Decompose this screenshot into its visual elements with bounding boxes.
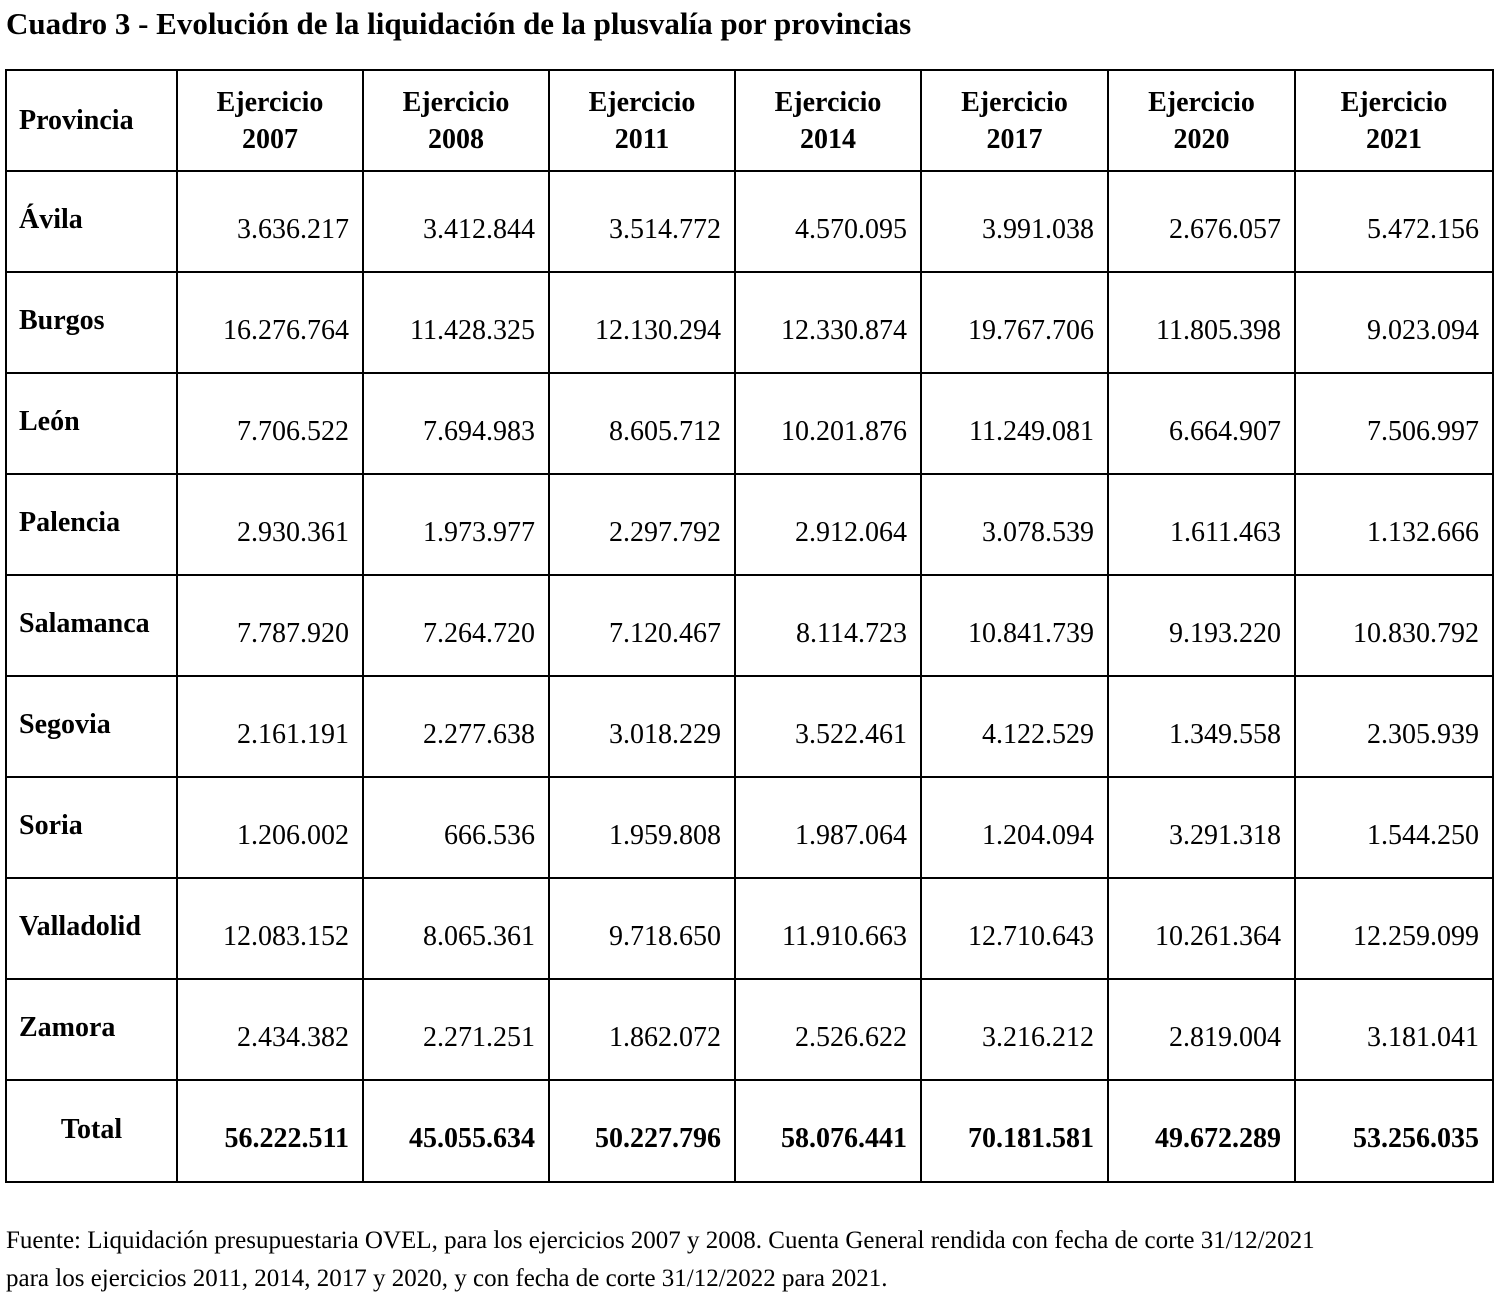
value-cell: 2.161.191 bbox=[177, 676, 363, 777]
header-year: Ejercicio 2007 bbox=[177, 70, 363, 171]
province-cell: Valladolid bbox=[6, 878, 177, 979]
total-value-cell: 50.227.796 bbox=[549, 1080, 735, 1182]
table-row bbox=[6, 979, 1493, 1080]
value-cell: 2.305.939 bbox=[1295, 676, 1493, 777]
total-value-cell: 53.256.035 bbox=[1295, 1080, 1493, 1182]
value-cell: 11.910.663 bbox=[735, 878, 921, 979]
value-cell: 6.664.907 bbox=[1108, 373, 1295, 474]
value-cell: 11.805.398 bbox=[1108, 272, 1295, 373]
value-cell: 11.428.325 bbox=[363, 272, 549, 373]
value-cell: 16.276.764 bbox=[177, 272, 363, 373]
value-cell: 10.261.364 bbox=[1108, 878, 1295, 979]
table-row bbox=[6, 474, 1493, 575]
value-cell: 7.787.920 bbox=[177, 575, 363, 676]
province-cell: Burgos bbox=[6, 272, 177, 373]
value-cell: 2.930.361 bbox=[177, 474, 363, 575]
value-cell: 1.132.666 bbox=[1295, 474, 1493, 575]
value-cell: 3.991.038 bbox=[921, 171, 1108, 272]
value-cell: 1.206.002 bbox=[177, 777, 363, 878]
header-row bbox=[6, 70, 1493, 171]
value-cell: 2.297.792 bbox=[549, 474, 735, 575]
value-cell: 1.959.808 bbox=[549, 777, 735, 878]
source-note bbox=[6, 1222, 1496, 1298]
value-cell: 4.570.095 bbox=[735, 171, 921, 272]
header-year: Ejercicio 2014 bbox=[735, 70, 921, 171]
value-cell: 10.841.739 bbox=[921, 575, 1108, 676]
value-cell: 7.694.983 bbox=[363, 373, 549, 474]
header-year: Ejercicio 2017 bbox=[921, 70, 1108, 171]
value-cell: 1.204.094 bbox=[921, 777, 1108, 878]
value-cell: 3.636.217 bbox=[177, 171, 363, 272]
value-cell: 7.706.522 bbox=[177, 373, 363, 474]
province-cell: Zamora bbox=[6, 979, 177, 1080]
header-provincia: Provincia bbox=[6, 70, 177, 171]
province-cell: Palencia bbox=[6, 474, 177, 575]
value-cell: 12.710.643 bbox=[921, 878, 1108, 979]
total-value-cell: 56.222.511 bbox=[177, 1080, 363, 1182]
value-cell: 2.277.638 bbox=[363, 676, 549, 777]
value-cell: 1.973.977 bbox=[363, 474, 549, 575]
value-cell: 7.506.997 bbox=[1295, 373, 1493, 474]
value-cell: 12.259.099 bbox=[1295, 878, 1493, 979]
source-line: Fuente: Liquidación presupuestaria OVEL, para los ejercicios 2007 y 2008. Cuenta General rendida con fecha de corte 31/12/2021 bbox=[6, 1227, 1315, 1254]
value-cell: 12.130.294 bbox=[549, 272, 735, 373]
plusvalia-table bbox=[5, 69, 1494, 1183]
total-value-cell: 49.672.289 bbox=[1108, 1080, 1295, 1182]
value-cell: 3.412.844 bbox=[363, 171, 549, 272]
province-cell: Salamanca bbox=[6, 575, 177, 676]
province-cell: Segovia bbox=[6, 676, 177, 777]
value-cell: 8.114.723 bbox=[735, 575, 921, 676]
total-value-cell: 70.181.581 bbox=[921, 1080, 1108, 1182]
table-row bbox=[6, 777, 1493, 878]
value-cell: 10.201.876 bbox=[735, 373, 921, 474]
value-cell: 1.987.064 bbox=[735, 777, 921, 878]
value-cell: 2.819.004 bbox=[1108, 979, 1295, 1080]
table-row bbox=[6, 171, 1493, 272]
value-cell: 5.472.156 bbox=[1295, 171, 1493, 272]
value-cell: 7.120.467 bbox=[549, 575, 735, 676]
total-value-cell: 45.055.634 bbox=[363, 1080, 549, 1182]
total-value-cell: 58.076.441 bbox=[735, 1080, 921, 1182]
value-cell: 19.767.706 bbox=[921, 272, 1108, 373]
value-cell: 3.216.212 bbox=[921, 979, 1108, 1080]
header-year: Ejercicio 2008 bbox=[363, 70, 549, 171]
header-year: Ejercicio 2011 bbox=[549, 70, 735, 171]
total-row bbox=[6, 1080, 1493, 1182]
table-row bbox=[6, 676, 1493, 777]
value-cell: 3.291.318 bbox=[1108, 777, 1295, 878]
province-cell: Soria bbox=[6, 777, 177, 878]
value-cell: 8.605.712 bbox=[549, 373, 735, 474]
total-label: Total bbox=[6, 1080, 177, 1182]
value-cell: 1.544.250 bbox=[1295, 777, 1493, 878]
header-year: Ejercicio 2020 bbox=[1108, 70, 1295, 171]
value-cell: 12.330.874 bbox=[735, 272, 921, 373]
value-cell: 11.249.081 bbox=[921, 373, 1108, 474]
value-cell: 9.193.220 bbox=[1108, 575, 1295, 676]
source-line: para los ejercicios 2011, 2014, 2017 y 2020, y con fecha de corte 31/12/2022 para 2021. bbox=[6, 1265, 888, 1292]
table-row bbox=[6, 373, 1493, 474]
value-cell: 3.522.461 bbox=[735, 676, 921, 777]
table-title: Cuadro 3 - Evolución de la liquidación de la plusvalía por provincias bbox=[6, 6, 912, 41]
value-cell: 4.122.529 bbox=[921, 676, 1108, 777]
value-cell: 666.536 bbox=[363, 777, 549, 878]
value-cell: 7.264.720 bbox=[363, 575, 549, 676]
value-cell: 2.271.251 bbox=[363, 979, 549, 1080]
value-cell: 1.349.558 bbox=[1108, 676, 1295, 777]
value-cell: 1.611.463 bbox=[1108, 474, 1295, 575]
value-cell: 2.434.382 bbox=[177, 979, 363, 1080]
province-cell: Ávila bbox=[6, 171, 177, 272]
table-row bbox=[6, 272, 1493, 373]
value-cell: 3.514.772 bbox=[549, 171, 735, 272]
table-row bbox=[6, 575, 1493, 676]
table-row bbox=[6, 878, 1493, 979]
value-cell: 3.018.229 bbox=[549, 676, 735, 777]
value-cell: 2.912.064 bbox=[735, 474, 921, 575]
value-cell: 2.676.057 bbox=[1108, 171, 1295, 272]
value-cell: 3.078.539 bbox=[921, 474, 1108, 575]
value-cell: 12.083.152 bbox=[177, 878, 363, 979]
province-cell: León bbox=[6, 373, 177, 474]
value-cell: 9.718.650 bbox=[549, 878, 735, 979]
value-cell: 3.181.041 bbox=[1295, 979, 1493, 1080]
value-cell: 10.830.792 bbox=[1295, 575, 1493, 676]
value-cell: 1.862.072 bbox=[549, 979, 735, 1080]
value-cell: 9.023.094 bbox=[1295, 272, 1493, 373]
value-cell: 2.526.622 bbox=[735, 979, 921, 1080]
value-cell: 8.065.361 bbox=[363, 878, 549, 979]
header-year: Ejercicio 2021 bbox=[1295, 70, 1493, 171]
